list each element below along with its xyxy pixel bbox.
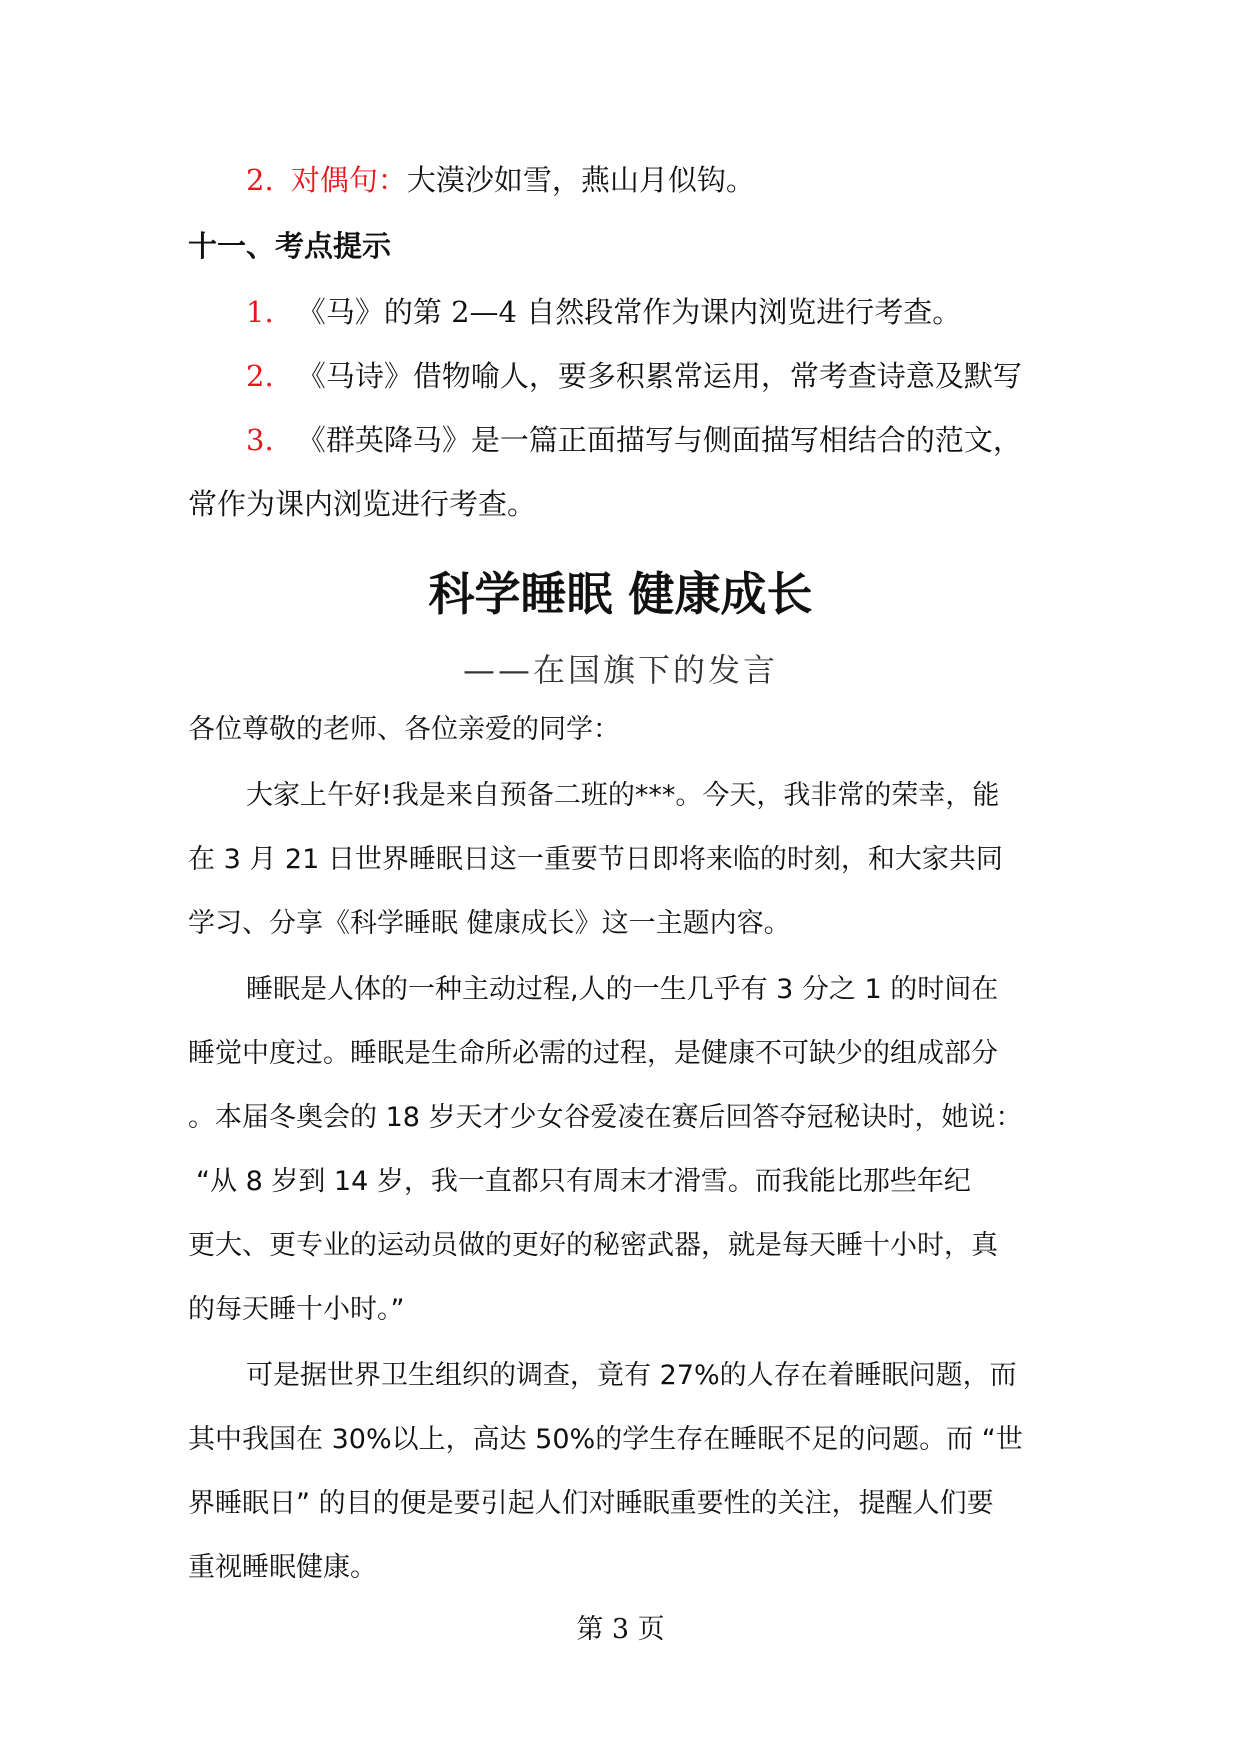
paragraph-line: 其中我国在 30%以上，高达 50%的学生存在睡眠不足的问题。而 “世 <box>188 1424 1023 1455</box>
paragraph-line: 可是据世界卫生组织的调查，竟有 27%的人存在着睡眠问题，而 <box>246 1360 1017 1391</box>
tip-number: 2. <box>246 359 274 393</box>
tip-text: 《群英降马》是一篇正面描写与侧面描写相结合的范文， <box>296 423 1022 457</box>
tip-text: 《马诗》借物喻人，要多积累常运用，常考查诗意及默写 <box>296 359 1022 393</box>
paragraph-line: 的每天睡十小时。” <box>188 1294 405 1325</box>
speech-title: 科学睡眠 健康成长 <box>428 567 813 621</box>
tip-item-2 <box>246 356 1022 396</box>
tip-number: 1. <box>246 295 274 329</box>
salutation: 各位尊敬的老师、各位亲爱的同学： <box>188 714 620 745</box>
couplet-item <box>246 160 755 200</box>
paragraph-line: “从 8 岁到 14 岁，我一直都只有周末才滑雪。而我能比那些年纪 <box>196 1166 971 1197</box>
section-heading: 十一、考点提示 <box>188 229 392 263</box>
item-label: 对偶句： <box>290 163 407 197</box>
paragraph-line: 。本届冬奥会的 18 岁天才少女谷爱凌在赛后回答夺冠秘诀时，她说： <box>188 1102 1023 1133</box>
paragraph-line: 睡眠是人体的一种主动过程,人的一生几乎有 3 分之 1 的时间在 <box>246 974 999 1005</box>
page-number: 第 3 页 <box>576 1614 665 1645</box>
speech-subtitle: ——在国旗下的发言 <box>462 651 778 689</box>
tip-item-1 <box>246 292 961 332</box>
item-text: 大漠沙如雪，燕山月似钩。 <box>406 163 755 197</box>
tip-item-3 <box>246 420 1022 460</box>
paragraph-line: 睡觉中度过。睡眠是生命所必需的过程，是健康不可缺少的组成部分 <box>188 1038 998 1069</box>
item-number: 2. <box>246 163 274 197</box>
tip-text: 《马》的第 2—4 自然段常作为课内浏览进行考查。 <box>296 295 962 329</box>
paragraph-line: 重视睡眠健康。 <box>188 1552 377 1583</box>
paragraph-line: 在 3 月 21 日世界睡眠日这一重要节日即将来临的时刻，和大家共同 <box>188 844 1003 875</box>
paragraph-line: 大家上午好!我是来自预备二班的***。今天，我非常的荣幸，能 <box>246 780 1000 811</box>
paragraph-line: 学习、分享《科学睡眠 健康成长》这一主题内容。 <box>188 908 791 939</box>
paragraph-line: 更大、更专业的运动员做的更好的秘密武器，就是每天睡十小时，真 <box>188 1230 998 1261</box>
paragraph-line: 界睡眠日” 的目的便是要引起人们对睡眠重要性的关注，提醒人们要 <box>188 1488 994 1519</box>
tip-number: 3. <box>246 423 274 457</box>
tip-item-3-continuation: 常作为课内浏览进行考查。 <box>188 487 537 521</box>
